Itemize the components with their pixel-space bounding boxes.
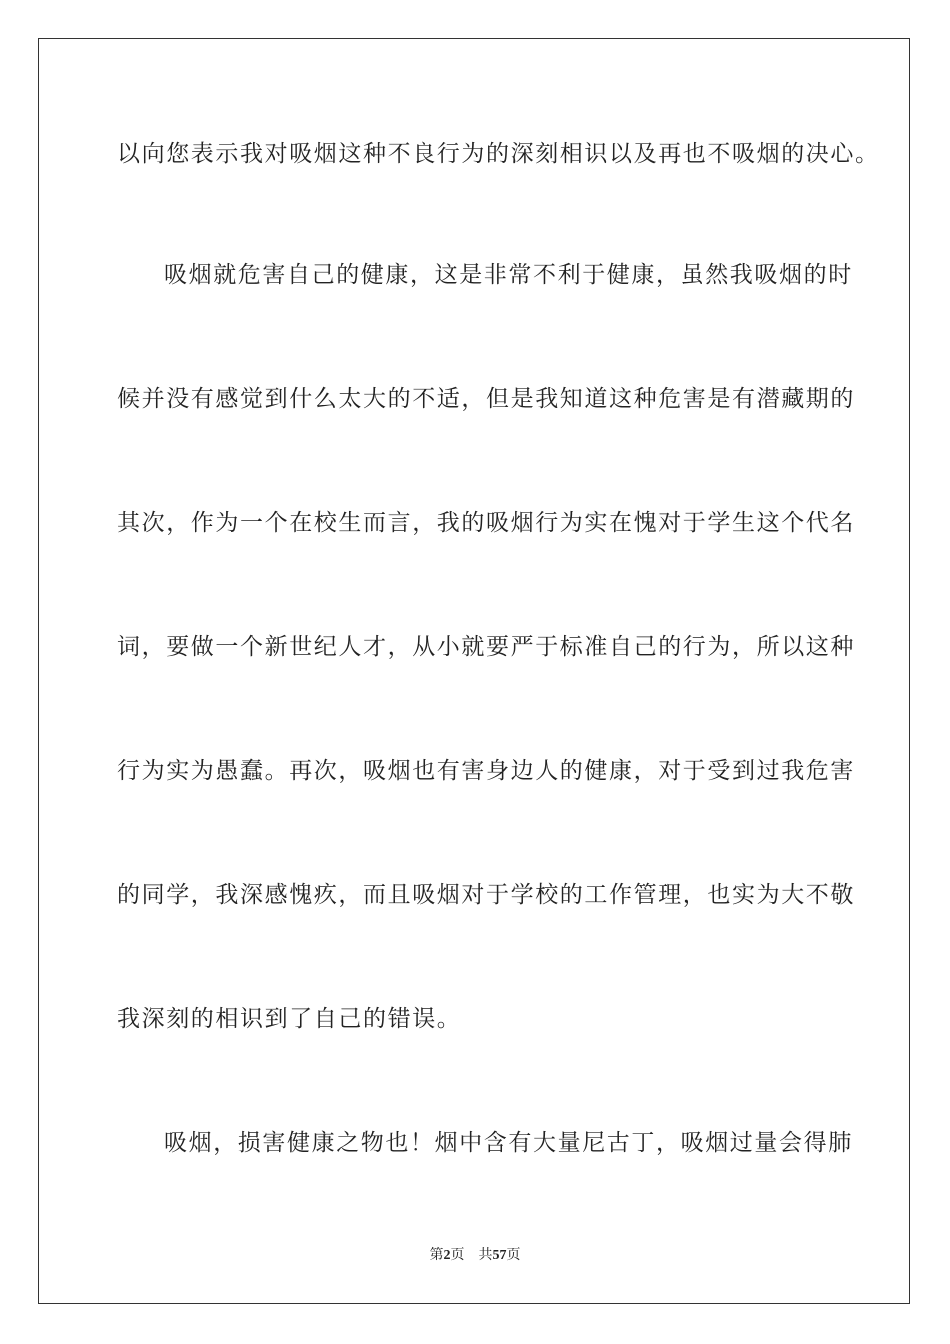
total-pages: 57 (492, 1248, 507, 1263)
page-suffix: 页 (450, 1248, 465, 1263)
page-number: 2 (443, 1248, 451, 1263)
total-suffix: 页 (506, 1248, 521, 1263)
paragraph-line-2: 吸烟就危害自己的健康，这是非常不利于健康，虽然我吸烟的时 (164, 262, 853, 288)
paragraph-line-6: 行为实为愚蠢。再次，吸烟也有害身边人的健康，对于受到过我危害 (117, 758, 855, 784)
page-prefix: 第 (429, 1248, 444, 1263)
page-border (38, 38, 910, 1304)
paragraph-line-1: 以向您表示我对吸烟这种不良行为的深刻相识以及再也不吸烟的决心。 (117, 141, 880, 167)
paragraph-line-8: 我深刻的相识到了自己的错误。 (117, 1006, 462, 1032)
paragraph-line-5: 词，要做一个新世纪人才，从小就要严于标准自己的行为，所以这种 (117, 634, 855, 660)
paragraph-line-4: 其次，作为一个在校生而言，我的吸烟行为实在愧对于学生这个代名 (117, 510, 855, 536)
paragraph-line-3: 候并没有感觉到什么太大的不适，但是我知道这种危害是有潜藏期的 (117, 386, 855, 412)
paragraph-line-9: 吸烟，损害健康之物也！烟中含有大量尼古丁，吸烟过量会得肺 (164, 1130, 853, 1156)
total-prefix: 共 (478, 1248, 493, 1263)
paragraph-line-7: 的同学，我深感愧疚，而且吸烟对于学校的工作管理，也实为大不敬 (117, 882, 855, 908)
page-footer (0, 1246, 950, 1266)
